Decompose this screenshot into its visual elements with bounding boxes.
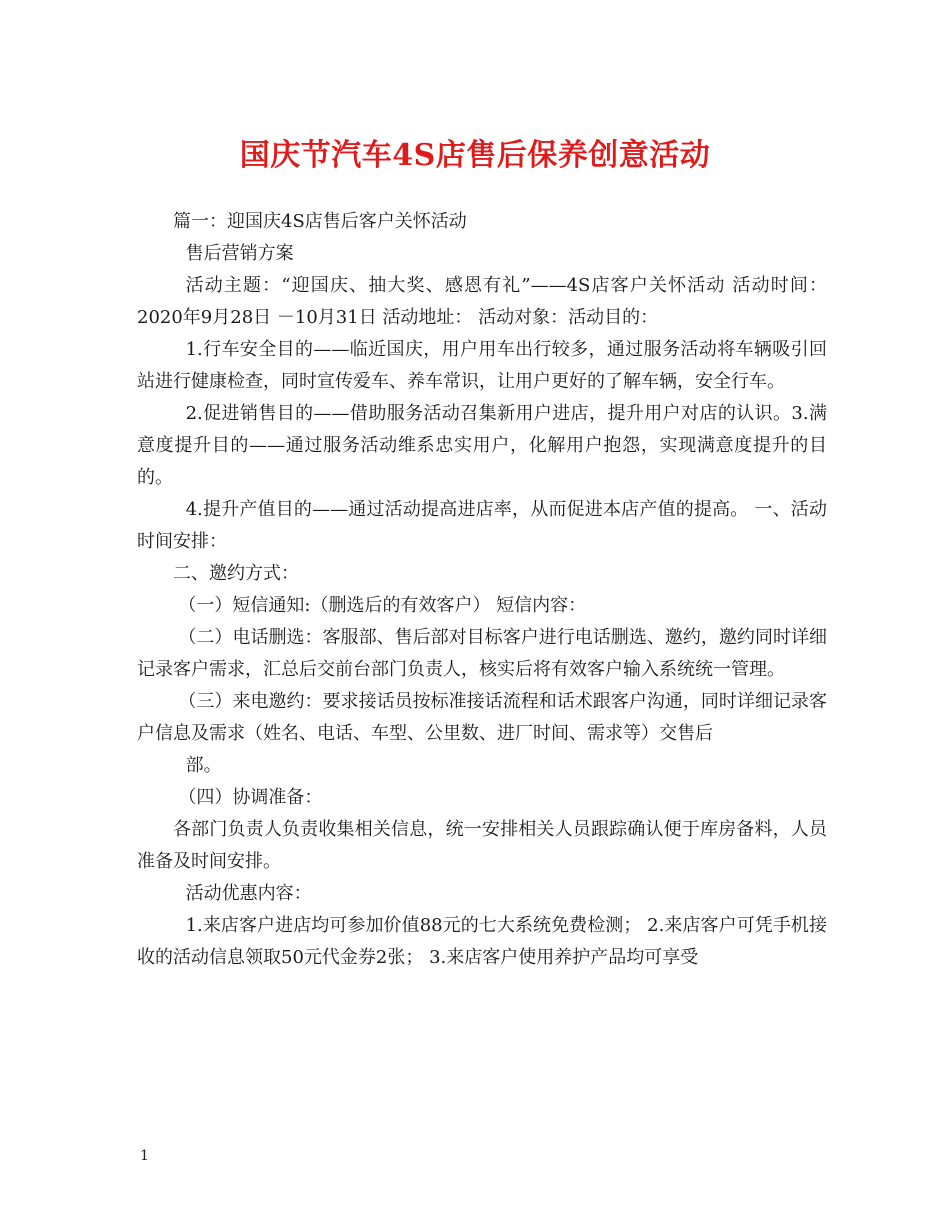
paragraph: 1.来店客户进店均可参加价值88元的七大系统免费检测； 2.来店客户可凭手机接收的活动信息领取50元代金券2张； 3.来店客户使用养护产品均可享受	[137, 915, 827, 968]
paragraph: （二）电话删选：客服部、售后部对目标客户进行电话删选、邀约，邀约同时详细记录客户需求，汇总后交前台部门负责人，核实后将有效客户输入系统统一管理。	[137, 627, 827, 680]
document-body	[137, 206, 827, 974]
page-number: 1	[140, 1148, 149, 1164]
paragraph: （三）来电邀约：要求接话员按标准接话流程和话术跟客户沟通，同时详细记录客户信息及需求（姓名、电话、车型、公里数、进厂时间、需求等）交售后	[137, 691, 827, 744]
paragraph: 1.行车安全目的——临近国庆，用户用车出行较多，通过服务活动将车辆吸引回站进行健康检查，同时宣传爱车、养车常识，让用户更好的了解车辆，安全行车。	[137, 339, 827, 392]
paragraph: （一）短信通知:（删选后的有效客户） 短信内容：	[178, 595, 587, 616]
paragraph: 2.促进销售目的——借助服务活动召集新用户进店，提升用户对店的认识。3.满意度提升目的——通过服务活动维系忠实用户，化解用户抱怨，实现满意度提升的目的。	[137, 403, 827, 488]
paragraph: 二、邀约方式：	[173, 563, 299, 584]
document-title: 国庆节汽车4S店售后保养创意活动	[239, 138, 711, 173]
paragraph: 各部门负责人负责收集相关信息，统一安排相关人员跟踪确认便于库房备料，人员准备及时间安排。	[137, 819, 827, 872]
paragraph: 4.提升产值目的——通过活动提高进店率，从而促进本店产值的提高。 一、活动时间安排：	[137, 499, 827, 552]
paragraph: 活动主题：“迎国庆、抽大奖、感恩有礼”——4S店客户关怀活动 活动时间：2020年9月28日 －10月31日 活动地址： 活动对象：活动目的：	[137, 275, 827, 328]
paragraph: 活动优惠内容：	[185, 883, 312, 904]
paragraph: （四）协调准备：	[178, 787, 323, 808]
paragraph: 售后营销方案	[185, 243, 294, 264]
paragraph: 篇一：迎国庆4S店售后客户关怀活动	[173, 211, 467, 232]
paragraph: 部。	[185, 755, 222, 776]
